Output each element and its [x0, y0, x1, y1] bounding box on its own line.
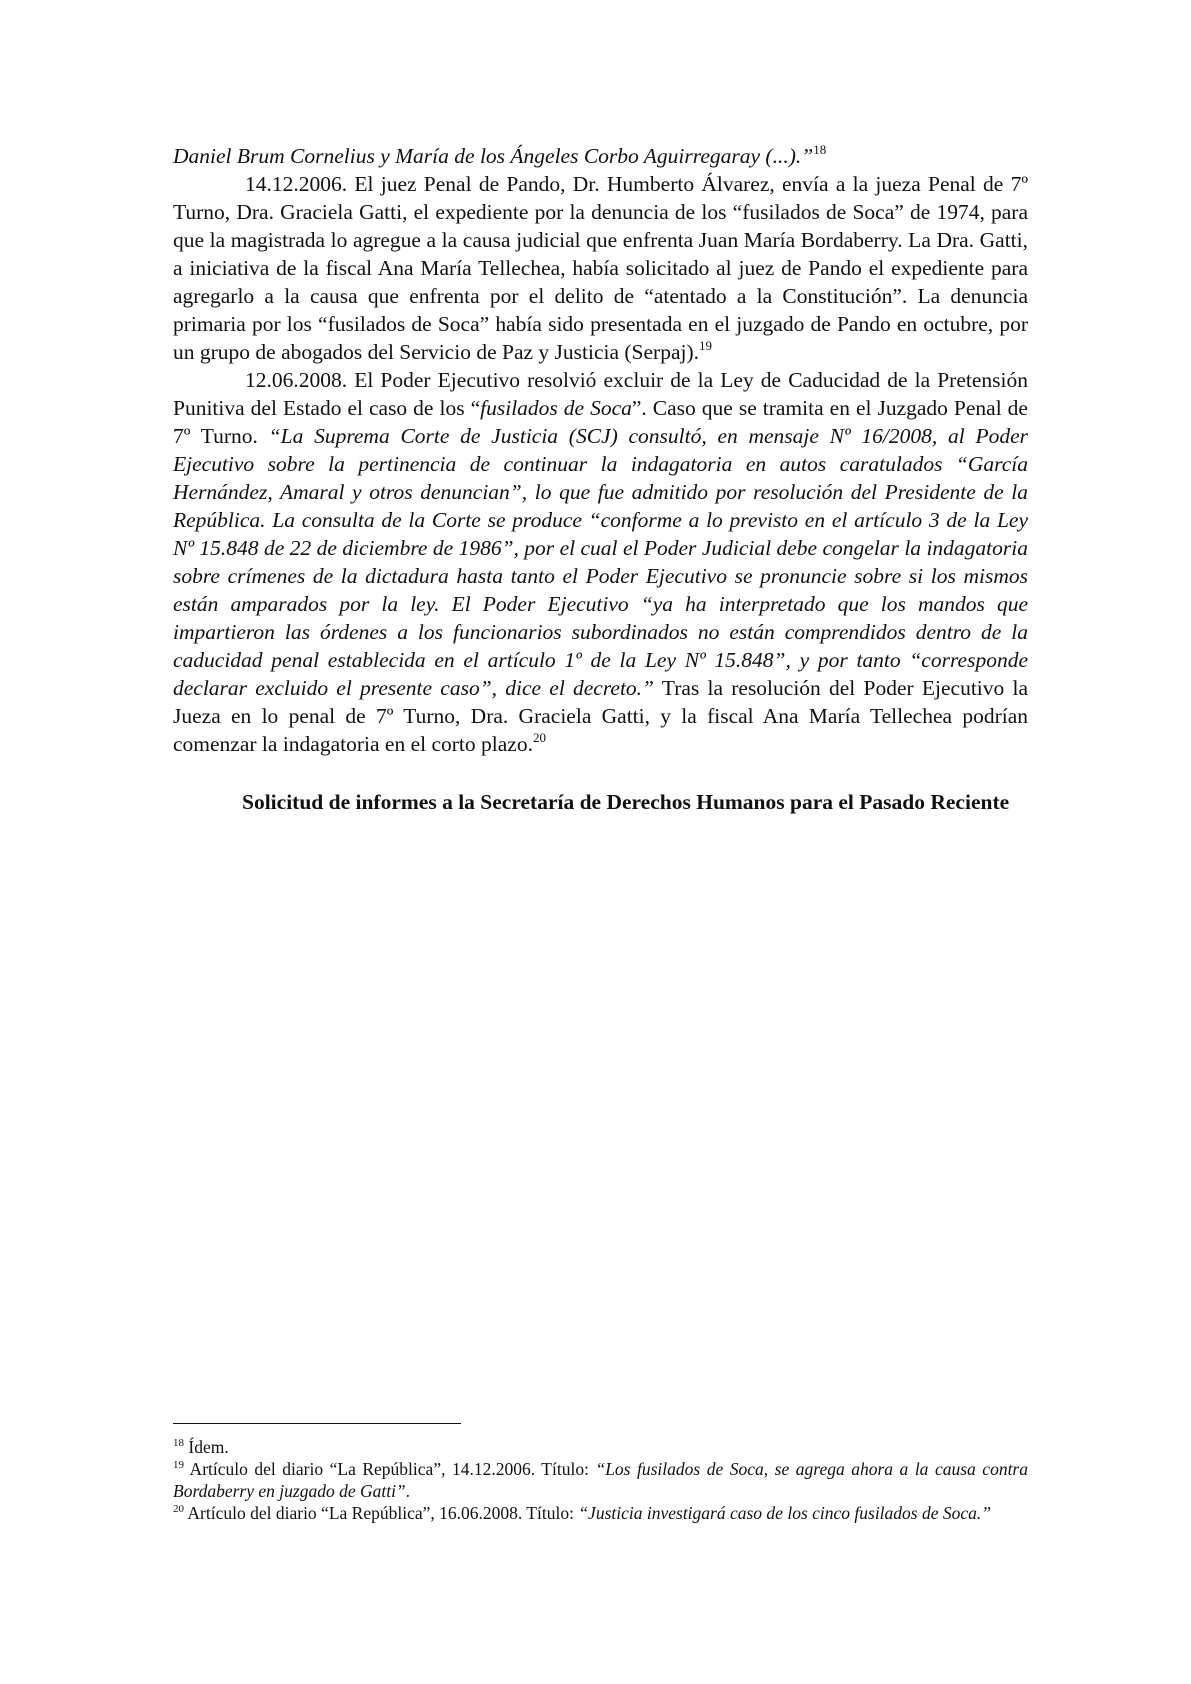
footnote-separator: [173, 1423, 461, 1424]
footnote-number: 18: [173, 1437, 184, 1449]
footnote-text: Artículo del diario “La República”, 14.12.2006. Título:: [184, 1459, 596, 1479]
footnote-20: [173, 1502, 1028, 1524]
paragraph-text: 14.12.2006. El juez Penal de Pando, Dr. Humberto Álvarez, envía a la jueza Penal de 7º Turno, Dra. Graciela Gatti, el expediente por la denuncia de los “fusilados de Soca” de 1974, para que la magistrada lo agregue a la causa judicial que enfrenta Juan María Bordaberry. La Dra. Gatti, a iniciativa de la fiscal Ana María Tellechea, había solicitado al juez de Pando el expediente para agregarlo a la causa que enfrenta por el delito de “atentado a la Constitución”. La denuncia primaria por los “fusilados de Soca” había sido presentada en el juzgado de Pando en octubre, por un grupo de abogados del Servicio de Paz y Justicia (Serpaj).: [173, 172, 1028, 364]
footnote-end: .: [405, 1481, 411, 1501]
footnote-ref-19[interactable]: 19: [699, 338, 713, 353]
paragraph-mid: ”. Caso que se tramita en el Juzgado Penal de 7º Turno.: [173, 396, 1028, 448]
document-body: [173, 142, 1028, 816]
footnote-text: Ídem.: [184, 1437, 229, 1457]
paragraph-quote: “La Suprema Corte de Justicia (SCJ) consultó, en mensaje Nº 16/2008, al Poder Ejecutivo sobre la pertinencia de continuar la indagatoria en autos caratulados “García Hernández, Amaral y otros denuncian”, lo que fue admitido por resolución del Presidente de la República. La consulta de la Corte se produce “conforme a lo previsto en el artículo 3 de la Ley Nº 15.848 de 22 de diciembre de 1986”, por el cual el Poder Judicial debe congelar la indagatoria sobre crímenes de la dictadura hasta tanto el Poder Ejecutivo se pronuncie sobre si los mismos están amparados por la ley. El Poder Ejecutivo “ya ha interpretado que los mandos que impartieron las órdenes a los funcionarios subordinados no están comprendidos dentro de la caducidad penal establecida en el artículo 1º de la Ley Nº 15.848”, y por tanto “corresponde declarar excluido el presente caso”, dice el decreto.”: [173, 424, 1028, 700]
paragraph-2008: [173, 366, 1028, 758]
footnote-title: “Justicia investigará caso de los cinco fusilados de Soca.”: [578, 1503, 991, 1523]
paragraph-quote-end: [173, 142, 1028, 170]
section-heading: Solicitud de informes a la Secretaría de Derechos Humanos para el Pasado Reciente: [242, 790, 1010, 814]
footnote-text: Artículo del diario “La República”, 16.06.2008. Título:: [184, 1503, 579, 1523]
footnote-title: “Los fusilados de Soca, se agrega ahora a la causa contra Bordaberry en juzgado de Gatti”: [173, 1459, 1028, 1501]
paragraph-lead: 12.06.2008. El Poder Ejecutivo resolvió excluir de la Ley de Caducidad de la Pretensión Punitiva del Estado el caso de los “: [173, 368, 1028, 420]
footnote-ref-18[interactable]: 18: [813, 142, 827, 157]
footnote-number: 19: [173, 1459, 184, 1471]
paragraph-2006: [173, 170, 1028, 366]
quote-text: Daniel Brum Cornelius y María de los Ángeles Corbo Aguirregaray (...).”: [173, 144, 814, 168]
footnote-18: [173, 1436, 1028, 1458]
footnote-ref-20[interactable]: 20: [532, 730, 546, 745]
paragraph-tail: Tras la resolución del Poder Ejecutivo la Jueza en lo penal de 7º Turno, Dra. Graciela Gatti, y la fiscal Ana María Tellechea podrían comenzar la indagatoria en el corto plazo.: [173, 676, 1028, 756]
footnotes: [173, 1423, 1028, 1524]
paragraph-lead-italic: fusilados de Soca: [480, 396, 632, 420]
footnote-number: 20: [173, 1503, 184, 1515]
footnote-19: [173, 1458, 1028, 1502]
